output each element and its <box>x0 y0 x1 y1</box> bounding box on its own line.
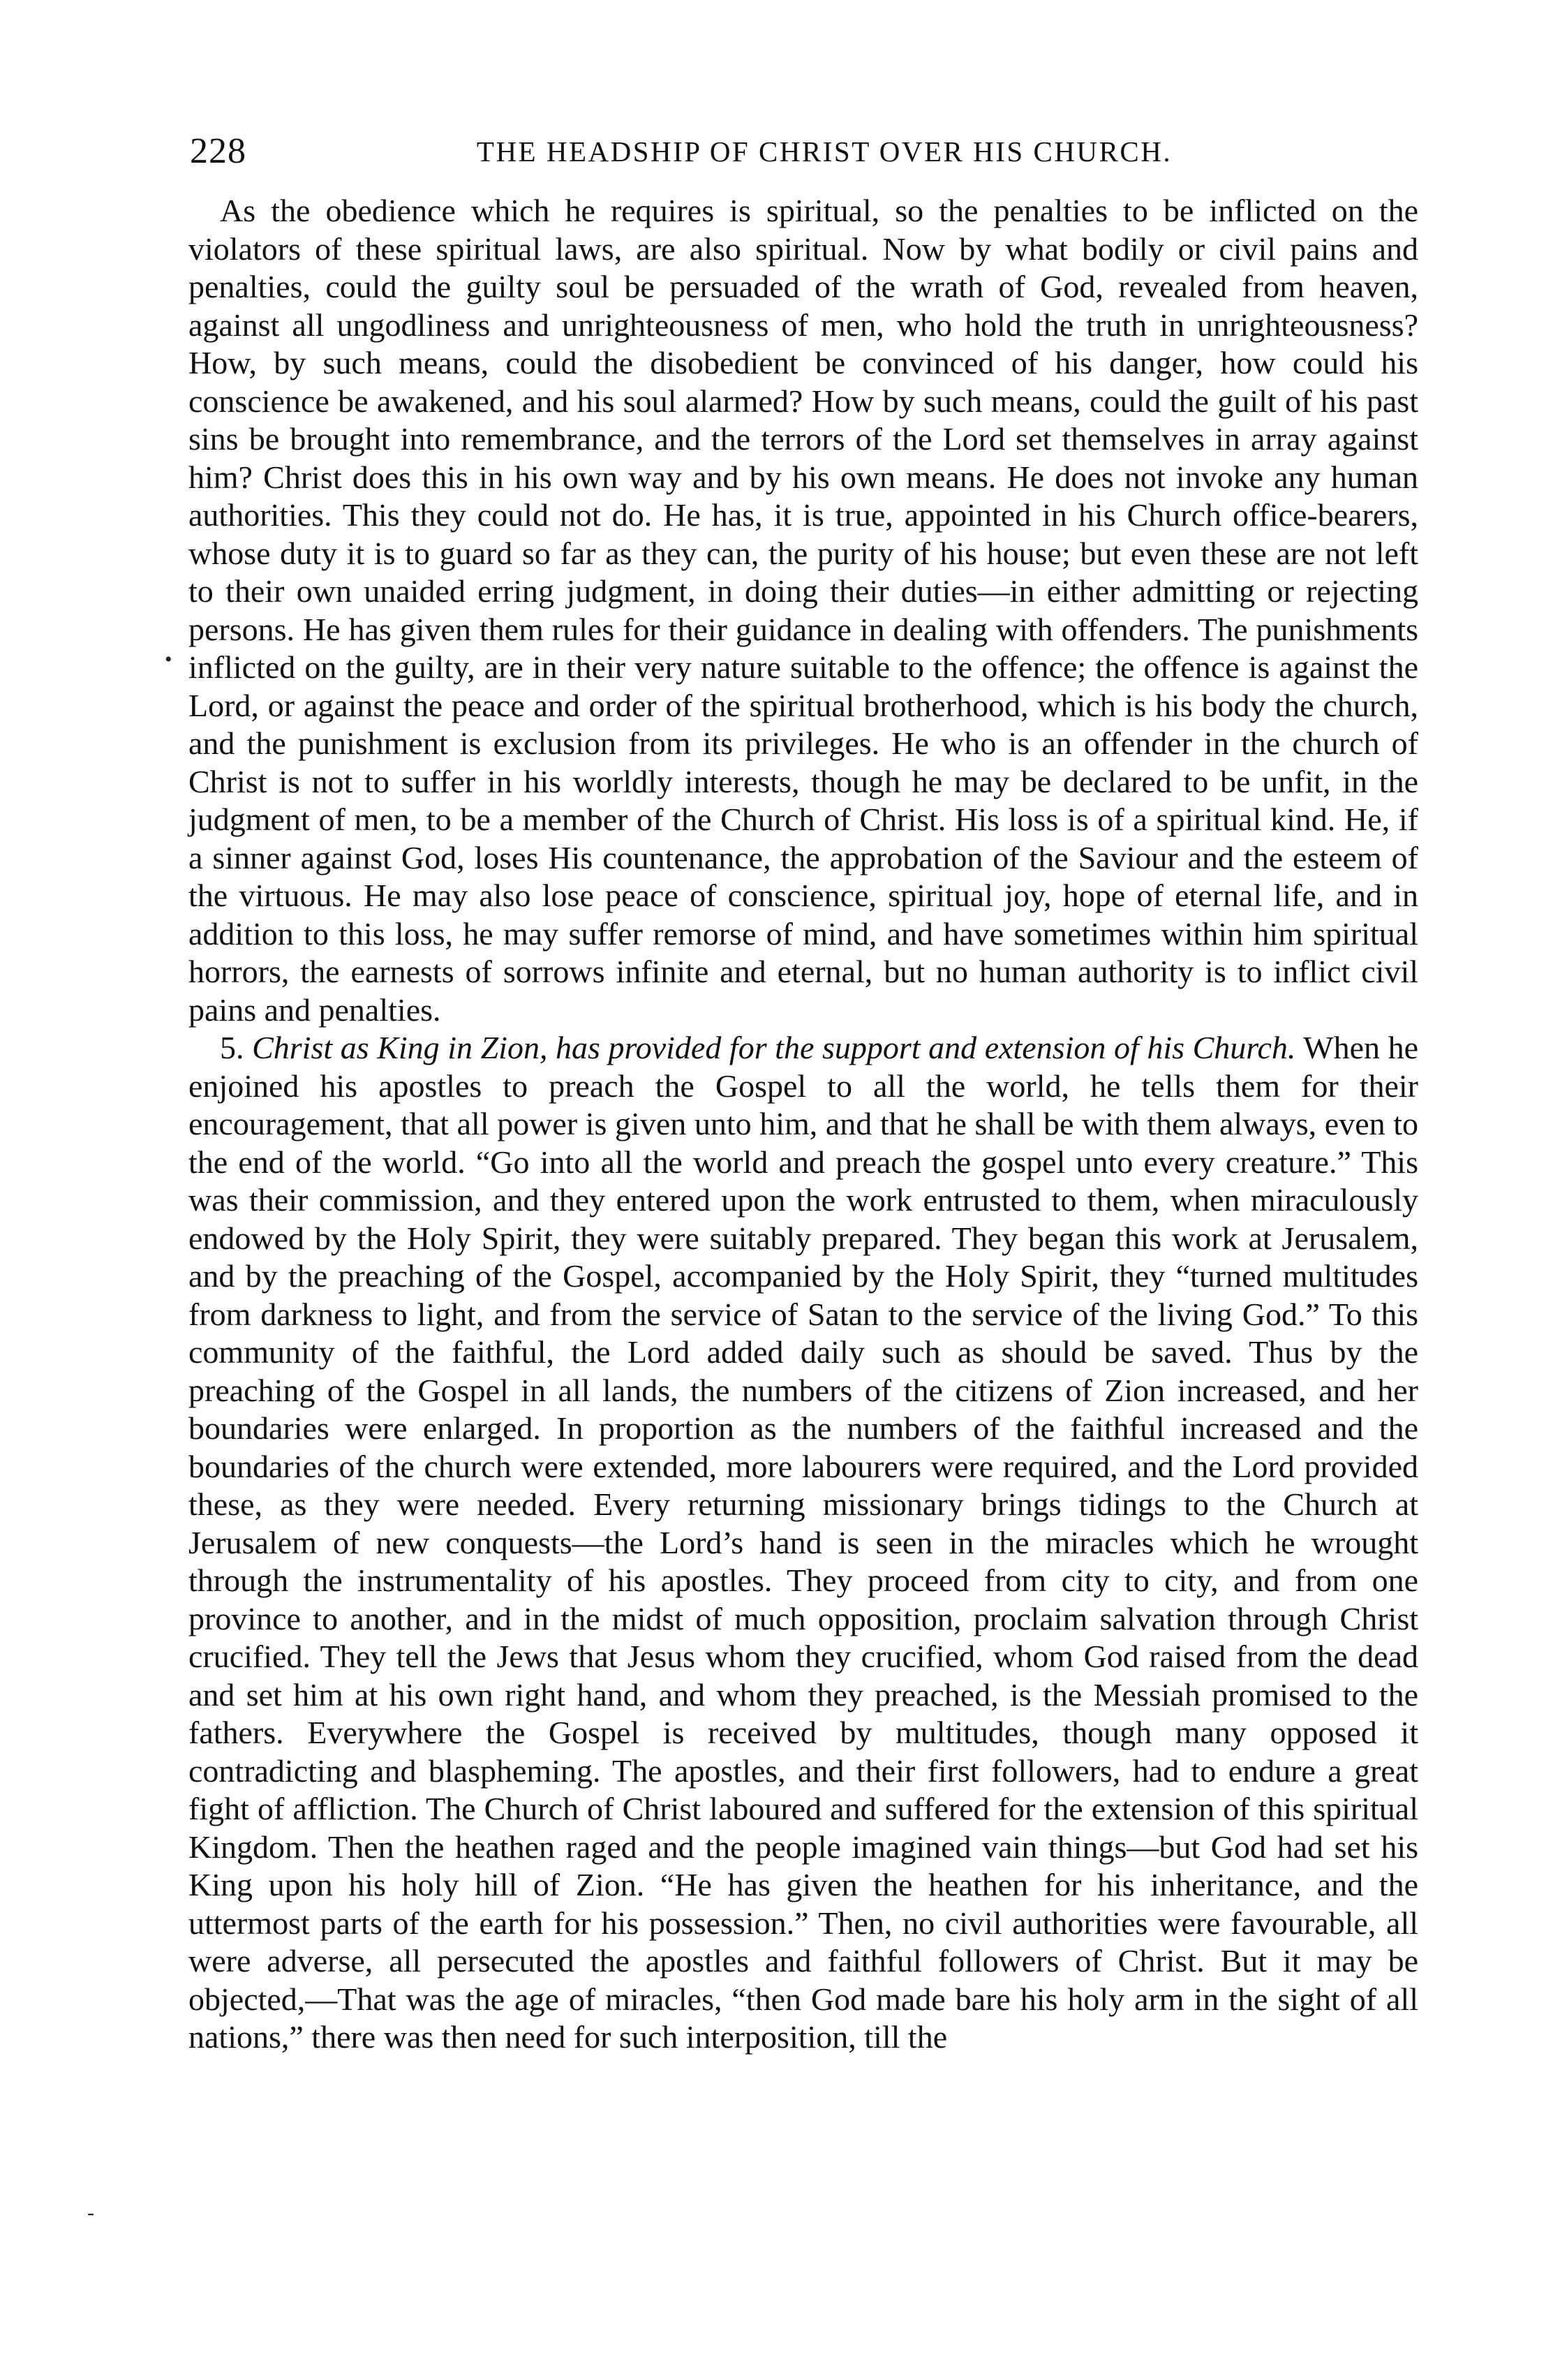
margin-dot-mark: • <box>165 648 172 671</box>
section-number: 5. <box>220 1030 244 1065</box>
margin-dash-mark: - <box>87 2201 94 2224</box>
paragraph-support-extension <box>188 1029 1418 2057</box>
page-number: 228 <box>190 131 246 171</box>
section-text: When he enjoined his apostles to preach the Gospel to all the world, he tells them for their encouragement, that all power is given unto him, and that he shall be with them always, even to the end of the world. “Go into all the world and preach the gospel unto every creature.” This was their commission, and they entered upon the work entrusted to them, when miraculously endowed by the Holy Spirit, they were suitably prepared. They began this work at Jerusalem, and by the preaching of the Gospel, accompanied by the Holy Spirit, they “turned multitudes from darkness to light, and from the service of Satan to the service of the living God.” To this community of the faithful, the Lord added daily such as should be saved. Thus by the preaching of the Gospel in all lands, the numbers of the citizens of Zion increased, and her boundaries were enlarged. In proportion as the numbers of the faithful increased and the boundaries of the church were extended, more labourers were required, and the Lord provided these, as they were needed. Every returning missionary brings tidings to the Church at Jerusalem of new conquests—the Lord’s hand is seen in the miracles which he wrought through the instrumentality of his apostles. They proceed from city to city, and from one province to another, and in the midst of much opposition, proclaim salvation through Christ crucified. They tell the Jews that Jesus whom they crucified, whom God raised from the dead and set him at his own right hand, and whom they preached, is the Messiah promised to the fathers. Everywhere the Gospel is received by multitudes, though many opposed it contradicting and blaspheming. The apostles, and their first followers, had to endure a great fight of affliction. The Church of Christ laboured and suffered for the extension of this spiritual Kingdom. Then the heathen raged and the people imagined vain things—but God had set his King upon his holy hill of Zion. “He has given the heathen for his inheritance, and the uttermost parts of the earth for his possession.” Then, no civil authorities were favourable, all were adverse, all persecuted the apostles and faithful followers of Christ. But it may be objected,—That was the age of miracles, “then God made bare his holy arm in the sight of all nations,” there was then need for such interposition, till the <box>188 1030 1418 2055</box>
page-header <box>190 127 1417 176</box>
body-text <box>188 192 1418 2057</box>
running-head: THE HEADSHIP OF CHRIST OVER HIS CHURCH. <box>476 135 1173 168</box>
paragraph-penalties: As the obedience which he requires is spiritual, so the penalties to be inflicted on the violators of these spiritual laws, are also spiritual. Now by what bodily or civil pains and penalties, could the guilty soul be persuaded of the wrath of God, revealed from heaven, against all ungodliness and unrighteousness of men, who hold the truth in unrighteousness? How, by such means, could the disobedient be convinced of his danger, how could his conscience be awakened, and his soul alarmed? How by such means, could the guilt of his past sins be brought into remembrance, and the terrors of the Lord set themselves in array against him? Christ does this in his own way and by his own means. He does not invoke any human authorities. This they could not do. He has, it is true, appointed in his Church office-bearers, whose duty it is to guard so far as they can, the purity of his house; but even these are not left to their own unaided erring judgment, in doing their duties—in either admitting or rejecting persons. He has given them rules for their guidance in dealing with offenders. The punishments inflicted on the guilty, are in their very nature suitable to the offence; the offence is against the Lord, or against the peace and order of the spiritual brotherhood, which is his body the church, and the punishment is exclusion from its privileges. He who is an offender in the church of Christ is not to suffer in his worldly interests, though he may be declared to be unfit, in the judgment of men, to be a member of the Church of Christ. His loss is of a spiritual kind. He, if a sinner against God, loses His countenance, the approbation of the Saviour and the esteem of the virtuous. He may also lose peace of conscience, spiritual joy, hope of eternal life, and in addition to this loss, he may suffer remorse of mind, and have sometimes within him spiritual horrors, the earnests of sorrows infinite and eternal, but no human authority is to inflict civil pains and penalties. <box>188 193 1418 1028</box>
section-heading: Christ as King in Zion, has provided for the support and extension of his Church. <box>252 1030 1296 1065</box>
